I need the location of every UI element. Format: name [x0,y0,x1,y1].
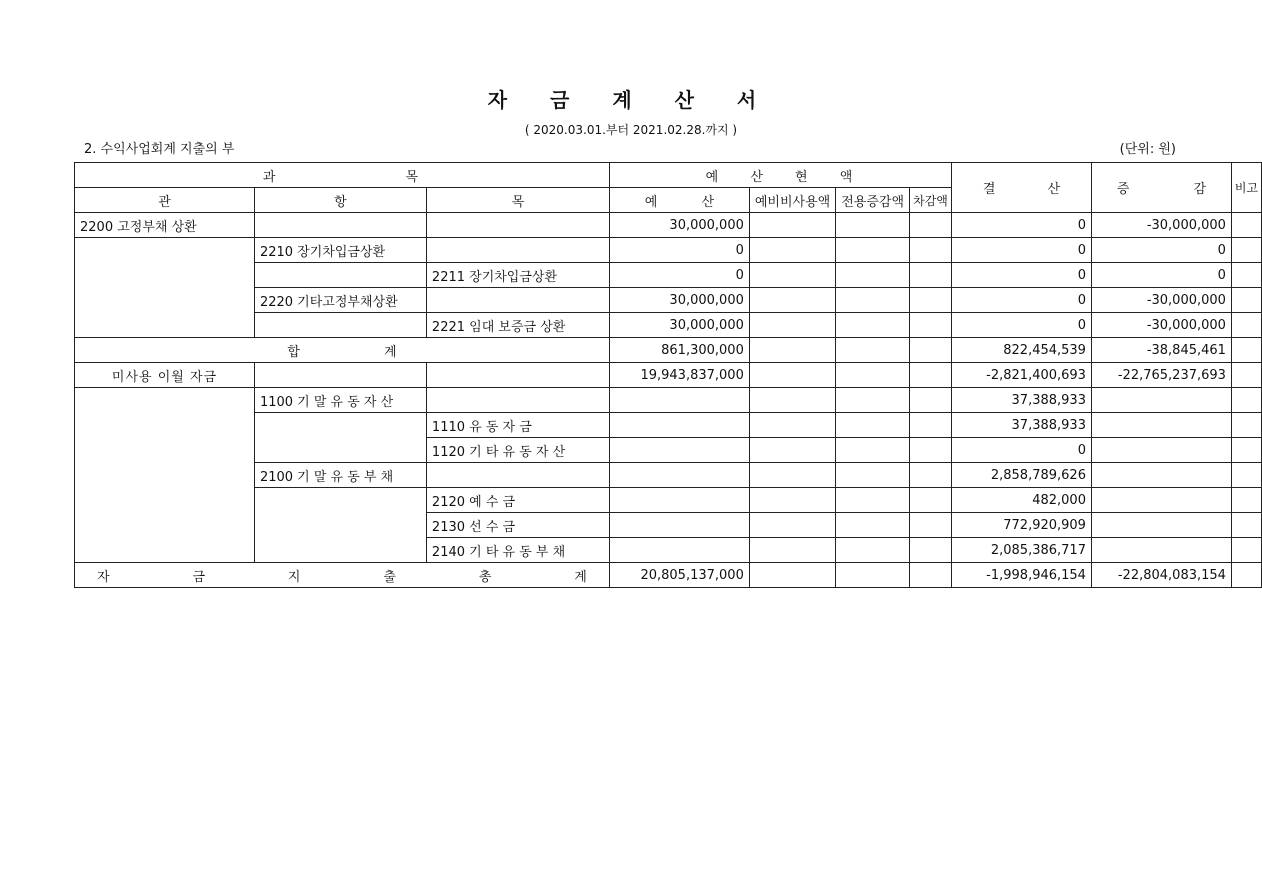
cell-remark [1231,338,1261,363]
header-gwan: 관 [75,188,255,213]
cell-budget [609,413,749,438]
grand-total-budget: 20,805,137,000 [609,563,749,588]
grand-total-label-part: 총 [478,569,492,585]
header-row-1 [75,163,1262,188]
cell-remark [1231,413,1261,438]
cell-reserve [749,213,835,238]
cell-remark [1231,538,1261,563]
cell-transfer [836,463,910,488]
subtotal-diff: -38,845,461 [1091,338,1231,363]
cell-transfer [836,388,910,413]
grand-total-row [75,563,1262,588]
cell-hang [254,213,426,238]
unused-budget: 19,943,837,000 [609,363,749,388]
cell-reserve [749,488,835,513]
cell-mok [426,238,609,263]
cell-reserve [749,313,835,338]
grand-total-diff: -22,804,083,154 [1091,563,1231,588]
cell-settle: 482,000 [952,488,1092,513]
header-mok: 목 [426,188,609,213]
cell-hang: 2220 기타고정부채상환 [254,288,426,313]
fund-statement-table [74,162,1262,588]
subtotal-label: 합 계 [75,338,610,363]
cell-diff: -30,000,000 [1091,288,1231,313]
cell-transfer [836,488,910,513]
cell-gwan-merged [75,388,255,563]
grand-total-label-part: 계 [574,569,587,585]
cell-remark [1231,263,1261,288]
cell-transfer [836,263,910,288]
cell-diff [1091,538,1231,563]
cell-transfer [836,438,910,463]
cell-adjust [910,438,952,463]
cell-settle: 37,388,933 [952,413,1092,438]
cell-adjust [910,538,952,563]
table-row [75,213,1262,238]
cell-settle: 0 [952,238,1092,263]
cell-hang [254,263,426,288]
unused-settle: -2,821,400,693 [952,363,1092,388]
cell-hang [254,363,426,388]
cell-mok [426,463,609,488]
cell-transfer [836,213,910,238]
cell-budget: 30,000,000 [609,213,749,238]
cell-adjust [910,338,952,363]
header-remark: 비고 [1231,163,1261,213]
cell-reserve [749,413,835,438]
cell-budget: 0 [609,263,749,288]
cell-reserve [749,263,835,288]
cell-diff: 0 [1091,263,1231,288]
cell-settle: 0 [952,213,1092,238]
cell-mok [426,388,609,413]
cell-reserve [749,288,835,313]
unused-diff: -22,765,237,693 [1091,363,1231,388]
header-budget-group: 예 산 현 액 [609,163,951,188]
cell-transfer [836,513,910,538]
cell-mok: 2221 임대 보증금 상환 [426,313,609,338]
cell-transfer [836,413,910,438]
table-row [75,388,1262,413]
header-diff: 증 감 [1091,163,1231,213]
subtotal-budget: 861,300,000 [609,338,749,363]
cell-mok [426,213,609,238]
cell-remark [1231,463,1261,488]
cell-mok: 2120 예 수 금 [426,488,609,513]
cell-budget: 0 [609,238,749,263]
cell-adjust [910,288,952,313]
cell-remark [1231,563,1261,588]
cell-reserve [749,338,835,363]
cell-diff [1091,413,1231,438]
cell-hang: 2210 장기차입금상환 [254,238,426,263]
cell-settle: 772,920,909 [952,513,1092,538]
cell-transfer [836,238,910,263]
cell-remark [1231,388,1261,413]
cell-transfer [836,313,910,338]
grand-total-label-part: 금 [192,569,206,585]
cell-mok: 2140 기 타 유 동 부 채 [426,538,609,563]
unit-label: (단위: 원) [1119,142,1176,157]
cell-diff: -30,000,000 [1091,213,1231,238]
section-heading: 2. 수익사업회계 지출의 부 [84,142,235,157]
cell-adjust [910,263,952,288]
cell-diff [1091,513,1231,538]
cell-remark [1231,288,1261,313]
cell-budget [609,538,749,563]
cell-reserve [749,363,835,388]
cell-budget: 30,000,000 [609,288,749,313]
header-hang: 항 [254,188,426,213]
cell-diff [1091,438,1231,463]
cell-reserve [749,463,835,488]
subtotal-row [75,338,1262,363]
cell-adjust [910,463,952,488]
cell-mok: 1110 유 동 자 금 [426,413,609,438]
cell-diff: 0 [1091,238,1231,263]
cell-budget [609,513,749,538]
cell-adjust [910,488,952,513]
header-reserve: 예비비사용액 [749,188,835,213]
cell-hang [254,313,426,338]
cell-adjust [910,363,952,388]
cell-adjust [910,413,952,438]
period-range: ( 2020.03.01.부터 2021.02.28.까지 ) [524,123,738,137]
header-transfer: 전용증감액 [836,188,910,213]
cell-settle: 2,085,386,717 [952,538,1092,563]
cell-diff [1091,463,1231,488]
cell-adjust [910,313,952,338]
cell-remark [1231,488,1261,513]
cell-hang-merged [254,488,426,563]
cell-remark [1231,213,1261,238]
unused-label: 미사용 이월 자금 [75,363,255,388]
cell-transfer [836,338,910,363]
document-title: 자 금 계 산 서 [487,88,775,112]
header-settlement: 결 산 [952,163,1092,213]
cell-settle: 2,858,789,626 [952,463,1092,488]
cell-adjust [910,213,952,238]
cell-hang-merged [254,413,426,463]
cell-hang: 2100 기 말 유 동 부 채 [254,463,426,488]
cell-gwan: 2200 고정부채 상환 [75,213,255,238]
grand-total-settle: -1,998,946,154 [952,563,1092,588]
subtotal-settle: 822,454,539 [952,338,1092,363]
cell-budget: 30,000,000 [609,313,749,338]
cell-transfer [836,288,910,313]
cell-mok: 2130 선 수 금 [426,513,609,538]
cell-settle: 0 [952,438,1092,463]
cell-remark [1231,363,1261,388]
cell-mok [426,363,609,388]
cell-hang: 1100 기 말 유 동 자 산 [254,388,426,413]
cell-remark [1231,513,1261,538]
header-budget: 예 산 [609,188,749,213]
cell-reserve [749,238,835,263]
cell-reserve [749,538,835,563]
cell-budget [609,463,749,488]
cell-diff [1091,488,1231,513]
cell-mok: 2211 장기차입금상환 [426,263,609,288]
cell-budget [609,388,749,413]
cell-settle: 0 [952,263,1092,288]
grand-total-label-part: 지 [287,569,301,585]
cell-adjust [910,388,952,413]
cell-budget [609,438,749,463]
cell-adjust [910,563,952,588]
header-gwamok: 과 목 [75,163,610,188]
table-row [75,238,1262,263]
unused-funds-row [75,363,1262,388]
cell-reserve [749,563,835,588]
cell-remark [1231,438,1261,463]
cell-reserve [749,513,835,538]
cell-transfer [836,563,910,588]
cell-remark [1231,238,1261,263]
cell-reserve [749,438,835,463]
grand-total-label-part: 자 [97,569,110,585]
cell-mok: 1120 기 타 유 동 자 산 [426,438,609,463]
grand-total-label [75,563,610,588]
grand-total-label-part: 출 [383,569,396,585]
cell-settle: 37,388,933 [952,388,1092,413]
cell-settle: 0 [952,288,1092,313]
cell-diff [1091,388,1231,413]
cell-settle: 0 [952,313,1092,338]
cell-remark [1231,313,1261,338]
cell-adjust [910,513,952,538]
cell-budget [609,488,749,513]
cell-diff: -30,000,000 [1091,313,1231,338]
cell-mok [426,288,609,313]
cell-adjust [910,238,952,263]
header-adjust: 차감액 [910,188,952,213]
cell-reserve [749,388,835,413]
cell-transfer [836,363,910,388]
cell-transfer [836,538,910,563]
cell-gwan-merged [75,238,255,338]
